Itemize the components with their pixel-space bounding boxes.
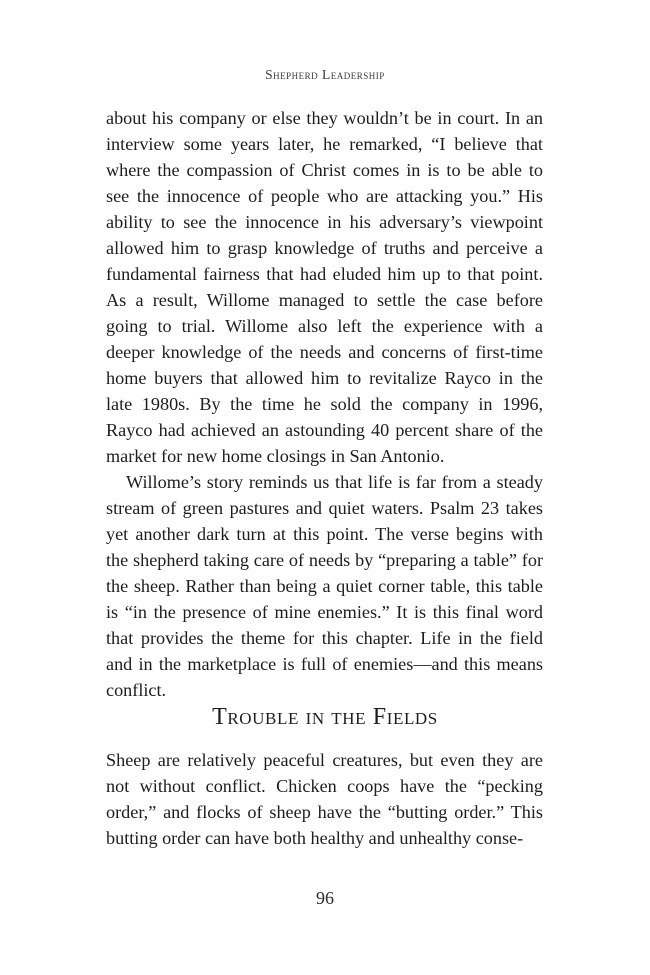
section-heading: Trouble in the Fields: [212, 704, 438, 730]
paragraph-willome-story: Willome’s story reminds us that life is far from a steady stream of green pastures and quiet waters. Psalm 23 takes yet another dark turn at this point. The verse begins with the shepherd taking care of needs by “preparing a table” for the sheep. Rather than being a quiet corner table, this table is “in the presence of mine enemies.” It is this final word that provides the theme for this chapter. Life in the field and in the marketplace is full of enemies—and this means conflict.: [106, 472, 543, 700]
paragraph-sheep-conflict: Sheep are relatively peaceful creatures, but even they are not without conflict. Chicken coops have the “pecking order,” and flocks of sheep have the “butting order.” This butting order can have both healthy and unhealthy conse-: [106, 750, 543, 848]
body-text-top: [106, 105, 543, 703]
body-text-bottom: [106, 747, 543, 851]
page-number: 96: [316, 888, 334, 908]
running-head: Shepherd Leadership: [265, 67, 385, 82]
paragraph-continued: about his company or else they wouldn’t be in court. In an interview some years later, he remarked, “I believe that where the compassion of Christ comes in is to be able to see the innocence of people who are attacking you.” His ability to see the innocence in his adversary’s viewpoint allowed him to grasp knowledge of truths and perceive a fundamental fairness that had eluded him up to that point. As a result, Willome managed to settle the case before going to trial. Willome also left the experience with a deeper knowledge of the needs and concerns of first-time home buyers that allowed him to revitalize Rayco in the late 1980s. By the time he sold the company in 1996, Rayco had achieved an astounding 40 percent share of the market for new home closings in San Antonio.: [106, 108, 543, 466]
